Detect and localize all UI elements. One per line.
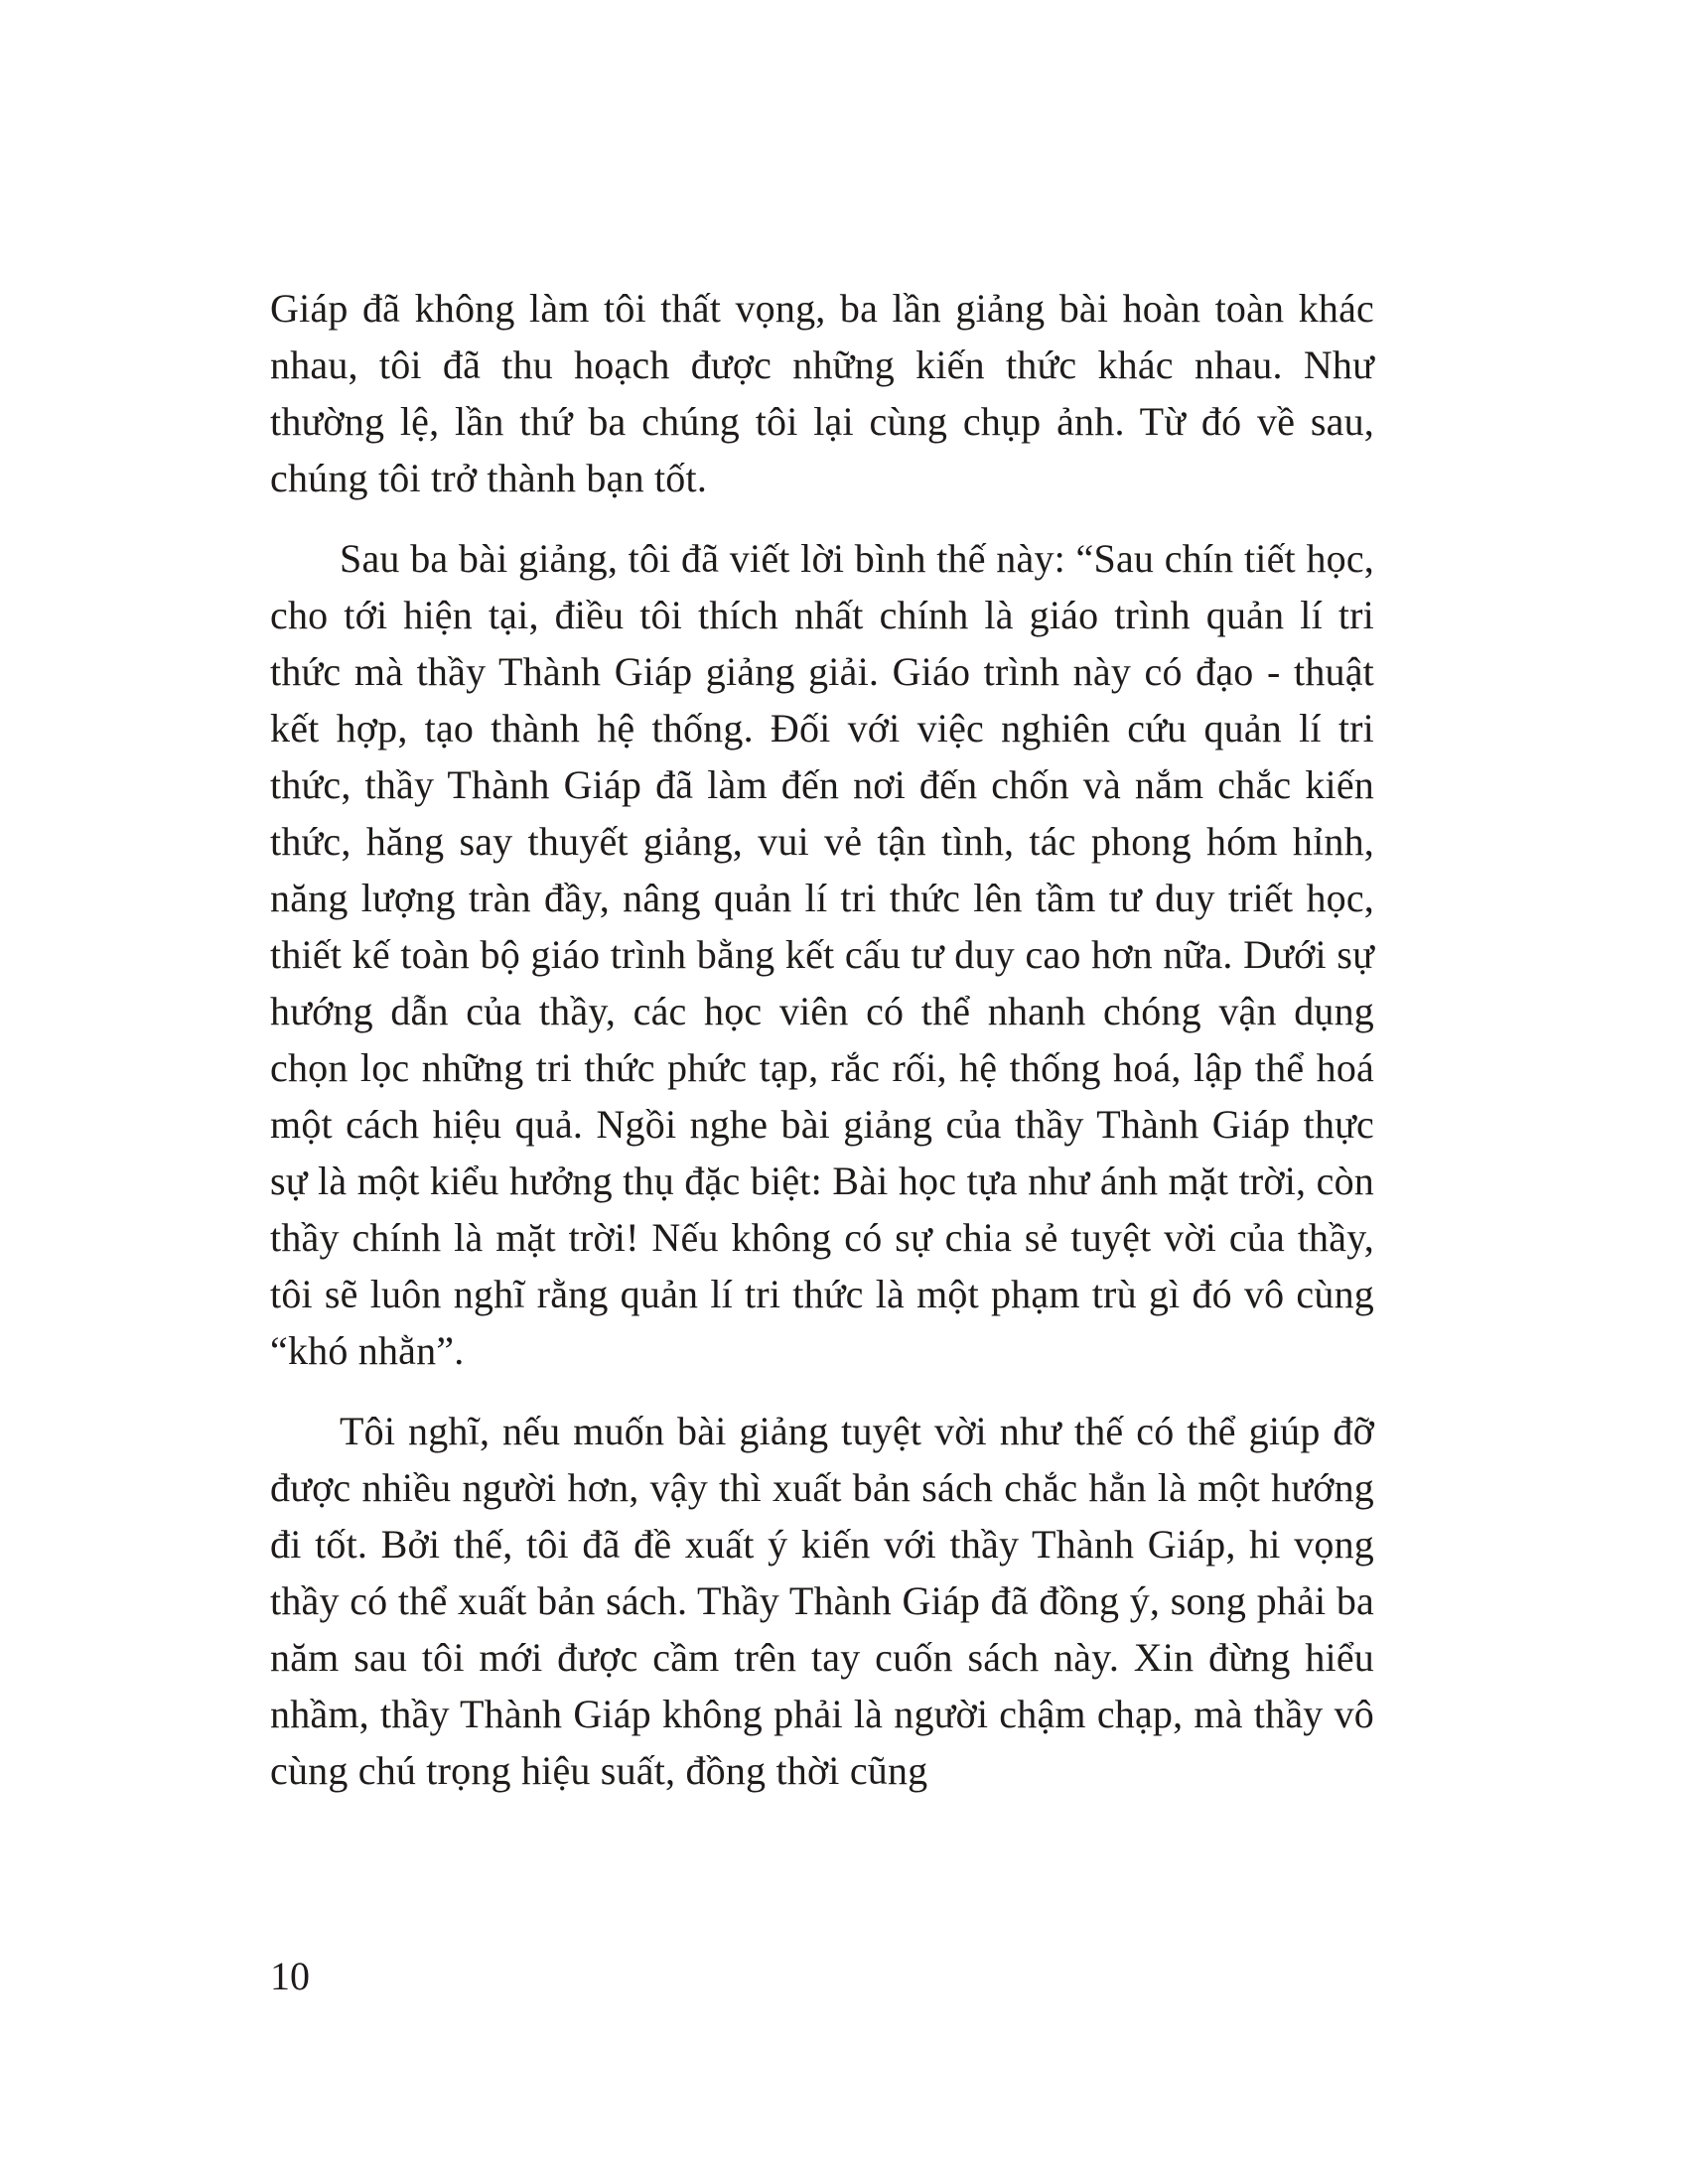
paragraph: Tôi nghĩ, nếu muốn bài giảng tuyệt vời như thế có thể giúp đỡ được nhiều người hơn, vậy thì xuất bản sách chắc hẳn là một hướng đi tốt. Bởi thế, tôi đã đề xuất ý kiến với thầy Thành Giáp, hi vọng thầy có thể xuất bản sách. Thầy Thành Giáp đã đồng ý, song phải ba năm sau tôi mới được cầm trên tay cuốn sách này. Xin đừng hiểu nhầm, thầy Thành Giáp không phải là người chậm chạp, mà thầy vô cùng chú trọng hiệu suất, đồng thời cũng [270, 1409, 1374, 1793]
page-text-block [270, 280, 1374, 1823]
page-number: 10 [270, 1954, 310, 1998]
paragraph-continuation: Giáp đã không làm tôi thất vọng, ba lần giảng bài hoàn toàn khác nhau, tôi đã thu hoạch được những kiến thức khác nhau. Như thường lệ, lần thứ ba chúng tôi lại cùng chụp ảnh. Từ đó về sau, chúng tôi trở thành bạn tốt. [270, 286, 1374, 500]
paragraph: Sau ba bài giảng, tôi đã viết lời bình thế này: “Sau chín tiết học, cho tới hiện tại, điều tôi thích nhất chính là giáo trình quản lí tri thức mà thầy Thành Giáp giảng giải. Giáo trình này có đạo - thuật kết hợp, tạo thành hệ thống. Đối với việc nghiên cứu quản lí tri thức, thầy Thành Giáp đã làm đến nơi đến chốn và nắm chắc kiến thức, hăng say thuyết giảng, vui vẻ tận tình, tác phong hóm hỉnh, năng lượng tràn đầy, nâng quản lí tri thức lên tầm tư duy triết học, thiết kế toàn bộ giáo trình bằng kết cấu tư duy cao hơn nữa. Dưới sự hướng dẫn của thầy, các học viên có thể nhanh chóng vận dụng chọn lọc những tri thức phức tạp, rắc rối, hệ thống hoá, lập thể hoá một cách hiệu quả. Ngồi nghe bài giảng của thầy Thành Giáp thực sự là một kiểu hưởng thụ đặc biệt: Bài học tựa như ánh mặt trời, còn thầy chính là mặt trời! Nếu không có sự chia sẻ tuyệt vời của thầy, tôi sẽ luôn nghĩ rằng quản lí tri thức là một phạm trù gì đó vô cùng “khó nhằn”. [270, 536, 1374, 1373]
